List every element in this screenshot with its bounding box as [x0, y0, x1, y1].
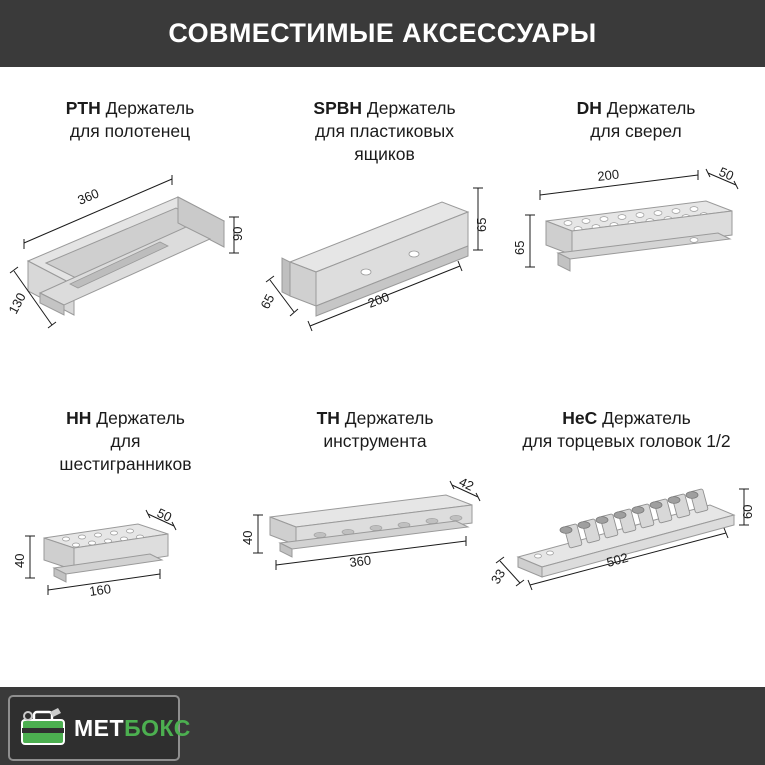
accessory-drawing-spbh [257, 166, 507, 346]
accessory-desc-dh-l1: для сверел [590, 121, 682, 142]
dim-th-360: 360 [348, 552, 372, 571]
accessory-desc-pth-l1: для полотенец [69, 121, 191, 142]
dim-th-42: 42 [456, 474, 477, 495]
accessory-name-hec: Держатель [602, 408, 691, 428]
accessory-desc-hec-l1: для торцевых головок 1/2 [522, 431, 731, 452]
accessory-name-dh: Держатель [606, 98, 696, 118]
accessory-desc-spbh-l1: для пластиковых [315, 121, 454, 142]
page-footer [0, 687, 765, 765]
dim-dh-65: 65 [512, 240, 527, 256]
accessory-card-dh[interactable] [512, 97, 756, 323]
accessory-code-pth: PTH [65, 98, 101, 118]
dim-spbh-65-left: 65 [257, 291, 278, 312]
toolbox-icon [16, 706, 70, 750]
accessory-caption-dh [516, 97, 756, 143]
dim-hec-33: 33 [487, 566, 509, 587]
accessory-caption-hh [8, 407, 243, 476]
accessory-name-pth: Держатель [105, 98, 195, 118]
dim-spbh-200: 200 [365, 289, 392, 312]
accessory-name-spbh: Держатель [366, 98, 456, 118]
brand-name [74, 715, 191, 742]
page-header [0, 0, 765, 67]
accessory-card-spbh[interactable] [257, 97, 507, 346]
dim-dh-200: 200 [596, 166, 620, 185]
dim-hec-60: 60 [740, 504, 755, 520]
dim-pth-130: 130 [5, 290, 29, 317]
accessory-code-spbh: SPBH [313, 98, 363, 118]
brand-name-part2: БОКС [124, 714, 191, 741]
accessory-caption-spbh [262, 97, 507, 166]
accessory-code-dh: DH [576, 98, 602, 118]
accessory-desc-hh-l2: шестигранников [59, 454, 192, 475]
accessory-caption-pth [10, 97, 250, 143]
dim-hec-502: 502 [604, 549, 630, 571]
accessory-code-hh: HH [66, 408, 92, 428]
accessory-code-th: TH [316, 408, 340, 428]
dim-hh-40: 40 [12, 553, 27, 569]
accessory-drawing-hh [8, 476, 243, 606]
accessory-card-hec[interactable] [487, 407, 759, 593]
accessory-code-hec: HeC [562, 408, 598, 428]
dim-spbh-65-right: 65 [474, 217, 489, 233]
dim-th-40: 40 [240, 530, 255, 546]
accessories-grid [0, 67, 765, 687]
accessory-desc-th-l1: инструмента [323, 431, 427, 452]
accessory-drawing-dh [512, 143, 756, 323]
dim-hh-160: 160 [88, 581, 112, 600]
brand-logo[interactable] [8, 695, 191, 761]
accessory-card-hh[interactable] [8, 407, 243, 606]
accessory-caption-hec [494, 407, 759, 453]
accessory-name-th: Держатель [344, 408, 434, 428]
accessory-desc-hh-l1: для [110, 431, 141, 452]
accessory-drawing-pth [5, 143, 250, 343]
accessory-caption-th [250, 407, 500, 453]
page-title: СОВМЕСТИМЫЕ АКСЕССУАРЫ [168, 18, 597, 48]
dim-pth-90: 90 [230, 226, 245, 242]
brand-name-part1: МЕТ [74, 714, 125, 741]
dim-hh-50: 50 [154, 505, 175, 526]
accessory-name-hh: Держатель [96, 408, 185, 428]
accessory-card-th[interactable] [240, 407, 500, 583]
dim-dh-50: 50 [716, 164, 737, 184]
accessory-drawing-hec [487, 453, 759, 593]
accessory-drawing-th [240, 453, 500, 583]
accessory-desc-spbh-l2: ящиков [354, 144, 415, 165]
accessory-card-pth[interactable] [5, 97, 250, 343]
dim-pth-360: 360 [75, 185, 102, 208]
